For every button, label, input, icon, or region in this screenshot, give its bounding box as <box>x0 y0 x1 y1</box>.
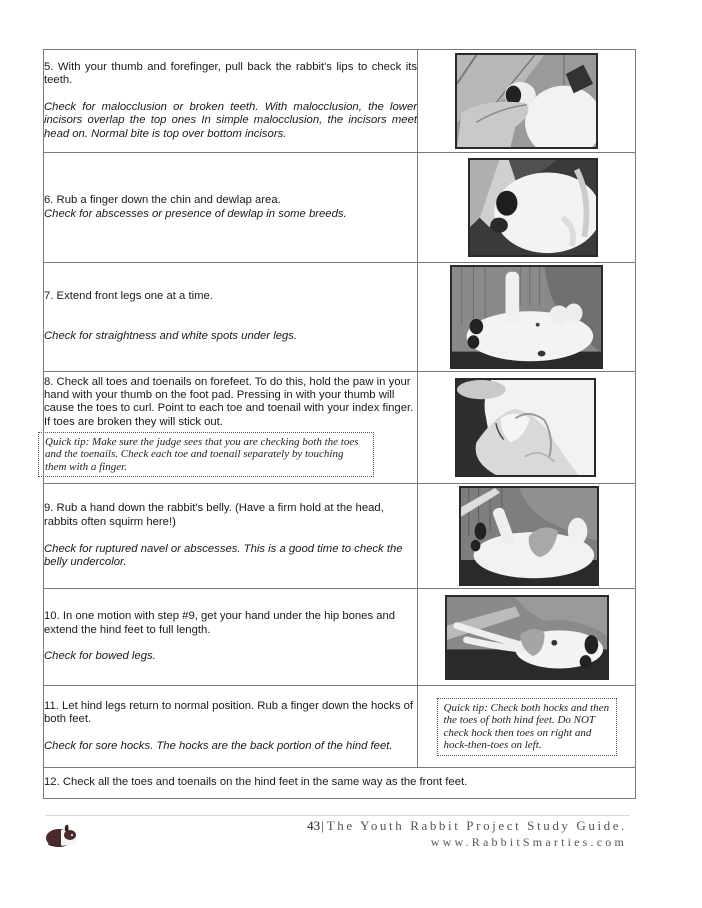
step-6-check: Check for abscesses or presence of dewlap in some breeds. <box>44 207 347 220</box>
footer-page-title <box>307 818 627 834</box>
step-9-photo-cell <box>418 484 636 589</box>
footer-website[interactable]: www.RabbitSmarties.com <box>430 835 627 849</box>
step-12-instruction: 12. Check all the toes and toenails on the hind feet in the same way as the front feet. <box>44 776 468 789</box>
photo-hind-legs-extended <box>445 595 609 680</box>
step-row-10 <box>44 589 636 686</box>
step-6-instruction: 6. Rub a finger down the chin and dewlap area. <box>44 193 281 206</box>
step-7-text-cell <box>44 263 418 372</box>
step-10-check: Check for bowed legs. <box>44 650 156 663</box>
step-11-check: Check for sore hocks. The hocks are the back portion of the hind feet. <box>44 739 393 752</box>
step-9-text-cell <box>44 484 418 589</box>
guide-title: The Youth Rabbit Project Study Guide. <box>326 818 627 833</box>
step-11-instruction: 11. Let hind legs return to normal position. Rub a finger down the hocks of both feet. <box>44 699 414 726</box>
step-row-7 <box>44 263 636 372</box>
step-5-text-cell <box>44 50 418 153</box>
photo-front-legs <box>450 265 603 369</box>
step-7-instruction: 7. Extend front legs one at a time. <box>44 290 213 303</box>
step-10-text-cell <box>44 589 418 686</box>
step-row-5 <box>44 50 636 153</box>
step-11-text-cell <box>44 686 418 768</box>
step-5-photo-cell <box>418 50 636 153</box>
step-row-11 <box>44 686 636 768</box>
step-12-text-cell <box>44 768 636 799</box>
step-11-quick-tip: Quick tip: Check both hocks and then the toes of both hind feet. Do NOT check hock then toes on right and hock-then-toes on left. <box>437 698 617 756</box>
footer-divider <box>45 815 630 816</box>
step-6-photo-cell <box>418 153 636 263</box>
step-6-text-cell <box>44 153 418 263</box>
step-row-12 <box>44 768 636 799</box>
step-row-6 <box>44 153 636 263</box>
step-5-check: Check for malocclusion or broken teeth. With malocclusion, the lower incisors overlap the top ones In simple malocclusion, the incisors meet head on. Normal bite is top over bottom incisors. <box>44 100 417 140</box>
photo-chin-dewlap <box>468 158 598 257</box>
step-row-9 <box>44 484 636 589</box>
step-5-instruction: 5. With your thumb and forefinger, pull back the rabbit's lips to check its teeth. <box>44 60 417 87</box>
step-8-photo-cell <box>418 372 636 484</box>
dutch-rabbit-logo-icon <box>44 822 80 848</box>
step-9-check: Check for ruptured navel or abscesses. This is a good time to check the belly undercolor. <box>44 542 403 569</box>
step-row-8 <box>44 372 636 484</box>
photo-forefeet-toes <box>455 378 596 477</box>
page-number: 43 <box>307 818 321 833</box>
photo-checking-teeth <box>455 53 598 149</box>
step-7-photo-cell <box>418 263 636 372</box>
step-8-quick-tip: Quick tip: Make sure the judge sees that you are checking both the toes and the toenails. Check each toe and toenail separately by touching them with a finger. <box>38 432 374 478</box>
step-10-instruction: 10. In one motion with step #9, get your hand under the hip bones and extend the hind feet to full length. <box>44 610 396 636</box>
photo-belly <box>459 486 599 586</box>
step-7-check: Check for straightness and white spots under legs. <box>44 330 298 342</box>
step-8-instruction: 8. Check all toes and toenails on forefeet. To do this, hold the paw in your hand with your thumb on the foot pad. Pressing in with your thumb will cause the toes to curl. Point to each toe and toenail with your index finger. If toes are broken they will stick out. <box>44 375 414 428</box>
step-11-tip-cell <box>418 686 636 768</box>
step-10-photo-cell <box>418 589 636 686</box>
step-8-text-cell <box>44 372 418 484</box>
footer-separator: | <box>321 818 324 833</box>
examination-steps-table <box>43 49 636 799</box>
step-9-instruction: 9. Rub a hand down the rabbit's belly. (Have a firm hold at the head, rabbits often squirm here!) <box>44 502 384 528</box>
